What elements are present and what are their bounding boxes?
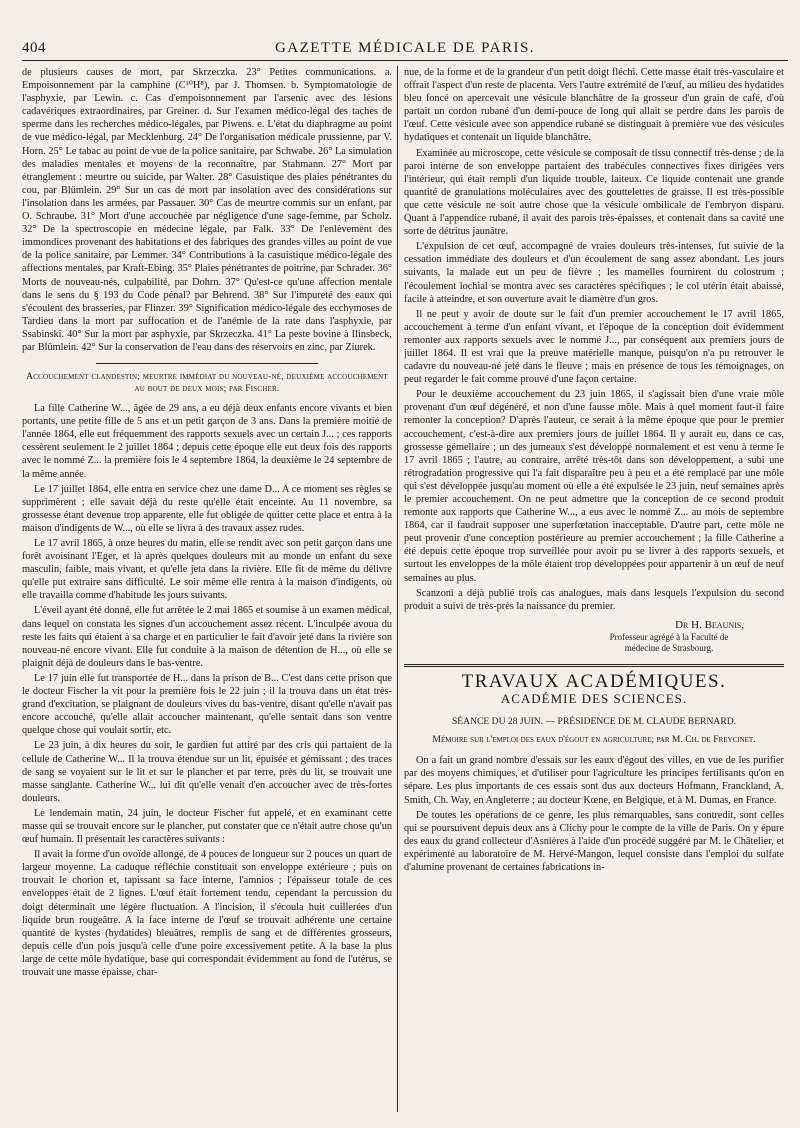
- page-header: [22, 36, 788, 61]
- signature-affiliation: Professeur agrégé à la Faculté de médecine de Strasbourg.: [609, 631, 729, 653]
- academic-section-title: TRAVAUX ACADÉMIQUES.: [461, 670, 727, 692]
- case-paragraph: Il avait la forme d'un ovoïde allongé, de 4 pouces de longueur sur 2 pouces un quart de largeur moyenne. La caduque réfléchie constituait son enveloppe extérieure ; puis on trouvait le chorion et, tapissant sa face interne, l'amnios ; l'épaisseur totale de ces enveloppes était de 2 lignes. L'œuf était fortement tendu, cependant la percussion du doigt déterminait une légère fluctuation. A l'incision, il s'écoula huit cuillerées d'un liquide brun rougeâtre. A la face interne de l'œuf se trouvait adhérente une certaine quantité de kystes (hydatides) bleuâtres, remplis de sang et de différentes grosseurs, depuis celle d'un pois jusqu'à celle d'une poire excessivement petite. A la base la plus large de cette môle hydatique, base qui correspondait évidemment au fond de l'utérus, se trouvait une masse épaisse, char-: [22, 849, 392, 978]
- case-paragraph: L'éveil ayant été donné, elle fut arrêtée le 2 mai 1865 et soumise à un examen médical, dans lequel on constata les signes d'un accouchement assez récent. L'inculpée avoua du reste les faits qui étaient à sa charge et en particulier le fait d'avoir jeté dans la rivière son nouveau-né encore vivant. Elle fut conduite à la maison de détention de H..., où elle se plaignit déjà de douleurs dans le bas-ventre.: [22, 605, 392, 669]
- case-paragraph: Pour le deuxième accouchement du 23 juin 1865, il s'agissait bien d'une vraie môle provenant d'un œuf dégénéré, et non d'une fausse môle. Mais à quel moment faut-il faire remonter la conception? D'après l'auteur, ce serait à la même époque que pour le premier accouchement, c'est-à-dire aux premiers jours de juillet 1864. Il y aurait eu, dans ce cas, grossesse gémellaire ; un des jumeaux s'est développé normalement et est venu à terme le 17 avril 1865 ; l'autre, au contraire, arrêté très-tôt dans son développement, a subi une rétrogradation progressive qui l'a fait disparaître peu à peu et a été remplacé par une môle qui s'est développée jusqu'au moment où elle a été expulsée le 23 juin, neuf semaines après le premier accouchement. On ne peut admettre que la conception de ce second produit remonte aux rapports que Catherine W..., a eus avec le nommé Z... au mois de septembre 1864, car il faudrait supposer une superfœtation inacceptable. D'autre part, cette môle ne peut provenir d'une conception postérieure au premier accouchement ; la fille Catherine a été depuis cette époque trop surveillée pour avoir pu se livrer à des rapports sexuels, et surtout les enveloppes de la môle étaient trop développées pour appartenir à un œuf de neuf semaines au plus.: [404, 389, 784, 584]
- column-divider: [397, 66, 398, 1112]
- memoire-title: Mémoire sur l'emploi des eaux d'égout en agriculture; par M. Ch. de Freycinet.: [432, 734, 756, 746]
- case-paragraph: Le 17 juillet 1864, elle entra en service chez une dame D... A ce moment ses règles se supprimèrent ; elle savait déjà du reste qu'elle était enceinte. Au 11 novembre, sa grossesse étant devenue trop apparente, elle fut obligée de quitter cette place et entra à la maison d'indigents de W..., où elle se livra à des travaux assez rudes.: [22, 483, 392, 534]
- case-heading: Accouchement clandestin; meurtre immédiat du nouveau-né, deuxième accouchement au bout de deux mois; par Fischer.: [26, 371, 388, 395]
- signature-name: Dr H. Beaunis,: [675, 618, 744, 631]
- memoire-paragraph: De toutes les opérations de ce genre, les plus remarquables, sans contredit, sont celles qui se poursuivent depuis deux ans à Clichy pour le compte de la ville de Paris. On y épure des eaux du grand collecteur d'Asnières à l'aide d'un procédé suggéré par M. le Châtelier, et expérimenté au laboratoire de M. Hervé-Mangon, lequel consiste dans l'emploi du sulfate d'alumine provenant de certaines fabrications in-: [404, 809, 784, 873]
- case-paragraph: Le lendemain matin, 24 juin, le docteur Fischer fut appelé, et en examinant cette masse qui se trouvait encore sur le plancher, put constater que ce n'était autre chose qu'un œuf humain. Il présentait les caractères suivants :: [22, 807, 392, 846]
- page-number: 404: [22, 39, 46, 56]
- bibliography-list: de plusieurs causes de mort, par Skrzeczka. 23° Petites communications. a. Empoisonnement par la camphine (C¹⁰H⁸), par J. Thomsen. b. Symptomatologie de l'asphyxie, par Lewin. c. Cas d'empoisonnement par l'arsenic avec des lésions cadavériques extraordinaires, par Greiner. d. Sur l'examen médico-légal des taches de sperme dans les recherches médico-légales, par Piwens. e. L'état du diaphragme au point de vue médico-légal, par Mecklenburg. 24° De l'organisation médicale prussienne, par V. Horn. 25° Le tabac au point de vue de la police sanitaire, par Schwabe. 26° La simulation des maladies mentales et moyens de la reconnaître, par Stahmann. 27° Mort par étranglement : meurtre ou suicide, par Walter. 28° Casuistique des plaies pénétrantes du cou, par Blümlein. 29° Sur un cas de mort par insolation avec des considérations sur l'insolation dans les armées, par Passauer. 30° Cas de meurtre commis sur un enfant, par O. Schraube. 31° Mort d'une accouchée par négligence d'une sage-femme, par Scholz. 32° De la spectroscopie en médecine légale, par Falk. 33° De l'enlèvement des immondices provenant des habitations et des fabriques des grandes villes au point de vue de la police sanitaire, par Lemmer. 34° Contributions à la casuistique médico-légale des affections mentales, par Kraft-Ebing. 35° Plaies pénétrantes de poitrine, par Schrader. 36° Morts de nouveau-nés, culpabilité, par Dohrn. 37° Qu'est-ce qu'une affection mentale dans le sens du § 193 du Code pénal? par Behrend. 38° Sur l'impureté des eaux qui s'écoulent des brasseries, par Flinzer. 39° Signification médico-légale des ecchymoses de Tardieu dans la mort par suffocation et de l'anémie de la rate dans l'asphyxie, par Ssabinski. 40° Sur la mort par asphyxie, par Skrzeczka. 41° La peste bovine à Ilinsbeck, par Blümlein. 42° Sur la conservation de l'eau dans des réservoirs en zinc, par Ziurek.: [22, 67, 392, 353]
- journal-title: GAZETTE MÉDICALE DE PARIS.: [274, 39, 536, 56]
- academy-name: ACADÉMIE DES SCIENCES.: [500, 691, 688, 707]
- left-column: [22, 66, 392, 1112]
- case-paragraph: La fille Catherine W..., âgée de 29 ans, a eu déjà deux enfants encore vivants et bien portants, une petite fille de 5 ans et un petit garçon de 3 ans. Dans la première moitié de l'année 1864, elle eut fréquemment des rapports sexuels avec un certain J... ; ces rapports cessèrent seulement le 2 juillet 1864 ; depuis cette époque elle eut deux fois des rapports avec le nommé Z... la première fois le 4 septembre 1864, la deuxième le 24 septembre de la même année.: [22, 403, 392, 480]
- case-paragraph: Le 23 juin, à dix heures du soir, le gardien fut attiré par des cris qui partaient de la cellule de Catherine W... Il la trouva étendue sur un lit, épuisée et gémissant ; des traces de sang se voyaient sur le lit et sur le plancher et par terre, près du lit, se trouvait une masse sanglante. Catherine W... lui dit qu'elle venait d'en accoucher avec de très-fortes douleurs.: [22, 740, 392, 804]
- section-divider: [404, 664, 784, 667]
- case-paragraph: L'expulsion de cet œuf, accompagné de vraies douleurs très-intenses, fut suivie de la cessation immédiate des douleurs et d'un écoulement de sang assez abondant. Les jours suivants, la malade eut un peu de fièvre ; les mamelles fournirent du colostrum ; l'écoulement lochial se montra avec ses caractères spécifiques ; le col utérin était abaissé, facile à atteindre, et son ouverture avait le diamètre d'un gros.: [404, 241, 784, 305]
- case-paragraph: Le 17 avril 1865, à onze heures du matin, elle se rendit avec son petit garçon dans une forêt avoisinant l'Eger, et là après quelques douleurs mit au monde un enfant du sexe masculin, faible, mais vivant, et qu'elle jeta dans la rivière. Elle fit de même du délivre qu'elle put extraire sans difficulté. Le soir même elle rentra à la maison d'indigents, où elle travailla comme d'habitude les jours suivants.: [22, 538, 392, 602]
- case-paragraph: Examinée au microscope, cette vésicule se composait de tissu connectif très-dense ; de la paroi interne de son enveloppe partaient des trabécules connectives fixes dirigées vers l'intérieur, qui était rempli d'un liquide trouble, laiteux. Ce liquide contenait une grande quantité de granulations moléculaires avec des gouttelettes de graisse. Il est très-possible que cette vésicule ne soit autre chose que la vésicule ombilicale de l'embryon disparu. Quant à l'appendice rubané, il avait des parois très-épaisses, et contenait dans sa cavité une sorte de détritus jaunâtre.: [404, 147, 784, 238]
- session-heading: SÉANCE DU 28 JUIN. — PRÉSIDENCE DE M. CLAUDE BERNARD.: [451, 716, 737, 728]
- case-paragraph: nue, de la forme et de la grandeur d'un petit doigt fléchi. Cette masse était très-vasculaire et offrait l'aspect d'un reste de placenta. Vers l'autre extrémité de l'œuf, au milieu des hydatides bleu foncé on apercevait une vésicule blanchâtre de la grosseur d'un grain de café, d'où partait un cordon rubané d'un demi-pouce de long qui allait se perdre dans les parois de l'œuf. Cette vésicule avec son appendice rubané se distinguait à première vue des vésicules hydatiques et contenait un liquide blanchâtre.: [404, 67, 784, 144]
- memoire-paragraph: On a fait un grand nombre d'essais sur les eaux d'égout des villes, en vue de les purifier par des moyens chimiques, et d'utiliser pour l'agriculture les principes fertilisants qu'on en sépare. Les plus importants de ces essais sont dus aux docteurs Hofmann, Franckland, A. Smith, Ch. Way, en Angleterre ; au docteur Kœne, en Belgique, et à M. Dumas, en France.: [404, 755, 784, 806]
- case-paragraph: Scanzoni a déjà publié trois cas analogues, mais dans lesquels l'expulsion du second produit a suivi de très-près la naissance du premier.: [404, 587, 784, 612]
- section-divider: [96, 363, 318, 364]
- signature-block: [404, 619, 784, 654]
- case-paragraph: Le 17 juin elle fut transportée de H... dans la prison de B... C'est dans cette prison que le docteur Fischer la vit pour la première fois le 22 juin ; il la trouva dans un état très-grand d'excitation, se plaignant de douleurs vives du bas-ventre, disant qu'elle n'avait pas encore accouché, qu'elle allait accoucher maintenant, qu'elle sentait dans son ventre quelque chose qui voulait sortir, etc.: [22, 672, 392, 737]
- right-column: [404, 66, 784, 1112]
- case-paragraph: Il ne peut y avoir de doute sur le fait d'un premier accouchement le 17 avril 1865, accouchement à terme d'un enfant vivant, et l'époque de la conception doit évidemment remonter aux rapports sexuels avec le nommé J..., par conséquent aux premiers jours de juillet 1864. Il est vrai que la preuve matérielle manque, puisqu'on n'a pu retrouver le cadavre du nouveau-né jeté dans le fleuve ; mais en présence de tous les témoignages, on peut regarder le fait comme prouvé d'une façon certaine.: [404, 308, 784, 386]
